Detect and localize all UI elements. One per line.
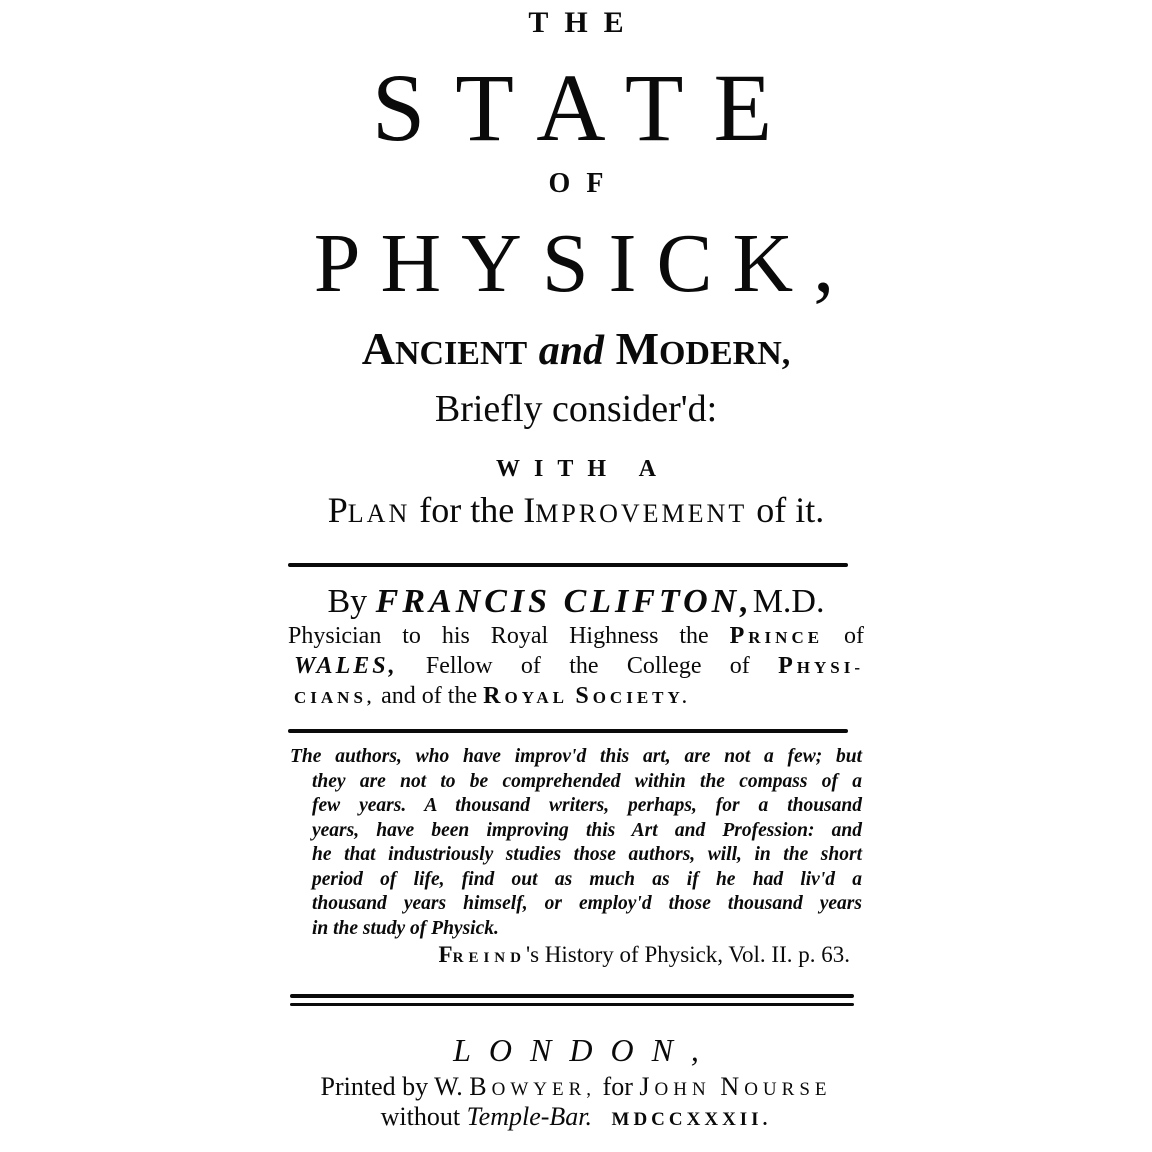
- wales-italic: WALES,: [294, 653, 398, 679]
- smallcaps-initial: B: [469, 1072, 492, 1101]
- author-byline: [288, 582, 864, 622]
- double-rule-top: [290, 994, 854, 998]
- description-text: Physician to his Royal Highness the: [288, 623, 709, 649]
- description-line: [288, 622, 864, 652]
- citation-author: [438, 942, 526, 967]
- description-text: and of the: [381, 683, 478, 709]
- smallcaps-rest: OURSE: [744, 1079, 832, 1100]
- author-block: [288, 582, 864, 712]
- epigraph-citation: [290, 941, 862, 972]
- ancient-cap: A: [361, 323, 395, 374]
- smallcaps-rest: OCIETY.: [592, 688, 691, 707]
- modern-cap: M: [615, 323, 659, 374]
- title-of: OF: [548, 168, 620, 199]
- by-label: By: [327, 583, 368, 620]
- epigraph-line: The authors, who have improv'd this art, are not a few; but: [290, 746, 862, 767]
- smallcaps-initial: S: [575, 683, 593, 709]
- smallcaps-initial: P: [729, 623, 749, 649]
- author-description: [288, 622, 864, 712]
- double-rule-bottom: [290, 1003, 854, 1006]
- publisher-name: [639, 1072, 832, 1101]
- epigraph-line: period of life, find out as much as if he had liv'd a: [312, 868, 862, 890]
- description-text: Fellow of the College of: [425, 653, 750, 679]
- imprint-date: MDCCXXXII.: [611, 1109, 772, 1130]
- smallcaps-initial: R: [483, 683, 505, 709]
- prince-smallcaps: [729, 623, 824, 649]
- subtitle-briefly: Briefly consider'd:: [434, 388, 718, 430]
- smallcaps-rest: OYAL: [504, 688, 568, 707]
- epigraph-line: few years. A thousand writers, perhaps, for a thousand: [312, 795, 862, 816]
- subtitle-plan: [0, 492, 1152, 528]
- epigraph-line: thousand years himself, or employ'd those thousand years: [312, 893, 862, 914]
- ancient-rest: NCIENT: [394, 335, 528, 372]
- divider-rule: [288, 563, 848, 567]
- improvement-rest: MPROVEMENT: [535, 499, 748, 528]
- plan-cap: P: [327, 490, 348, 530]
- and-italic: and: [538, 328, 605, 374]
- epigraph: [290, 745, 862, 972]
- author-degree: M.D.: [752, 583, 825, 620]
- description-line: [288, 682, 864, 712]
- epigraph-line: years, have been improving this Art and Profession: and: [312, 819, 862, 841]
- smallcaps-rest: HYSI-: [796, 658, 864, 677]
- description-line: [288, 652, 864, 682]
- location-italic: Temple-Bar.: [466, 1102, 593, 1131]
- smallcaps-initial: F: [438, 942, 453, 967]
- epigraph-line: he that industriously studies those authors, will, in the short: [312, 844, 862, 865]
- modern-rest: ODERN,: [658, 335, 791, 372]
- title-the: THE: [528, 6, 640, 39]
- smallcaps-rest: RINCE: [748, 628, 824, 647]
- citation-text: 's History of Physick, Vol. II. p. 63.: [525, 942, 850, 967]
- imprint-city: LONDON,: [453, 1032, 717, 1068]
- imprint-printer-line: [0, 1074, 1152, 1100]
- royal-society-smallcaps: [483, 683, 691, 709]
- epigraph-line: they are not to be comprehended within the compass of a: [312, 770, 862, 792]
- smallcaps-rest: OHN: [654, 1079, 711, 1100]
- imprint-location-line: [0, 1104, 1152, 1130]
- smallcaps-initial: J: [639, 1072, 655, 1101]
- title-state: STATE: [371, 54, 803, 161]
- for-the: for the: [419, 490, 515, 530]
- epigraph-line: in the study of Physick.: [312, 917, 499, 939]
- smallcaps-rest: OWYER,: [491, 1079, 597, 1100]
- improvement-cap: I: [523, 490, 536, 530]
- for-label: for: [602, 1072, 633, 1101]
- smallcaps-rest: REIND: [452, 950, 526, 966]
- subtitle-with-a: WITH A: [495, 456, 671, 482]
- smallcaps-initial: N: [720, 1072, 745, 1101]
- printed-by: Printed by W.: [320, 1072, 463, 1101]
- divider-rule: [288, 729, 848, 733]
- without-label: without: [380, 1102, 461, 1131]
- printer-name: [469, 1072, 597, 1101]
- subtitle-ancient-and-modern: [0, 323, 1152, 374]
- smallcaps-initial: P: [778, 653, 797, 679]
- plan-rest: LAN: [347, 499, 411, 528]
- description-text: of: [844, 623, 865, 649]
- of-it: of it.: [756, 490, 825, 530]
- author-name: FRANCIS CLIFTON,: [375, 583, 753, 620]
- physicians-smallcaps: [778, 653, 864, 679]
- cians-smallcaps: CIANS,: [294, 688, 376, 707]
- title-physick: PHYSICK,: [313, 217, 855, 310]
